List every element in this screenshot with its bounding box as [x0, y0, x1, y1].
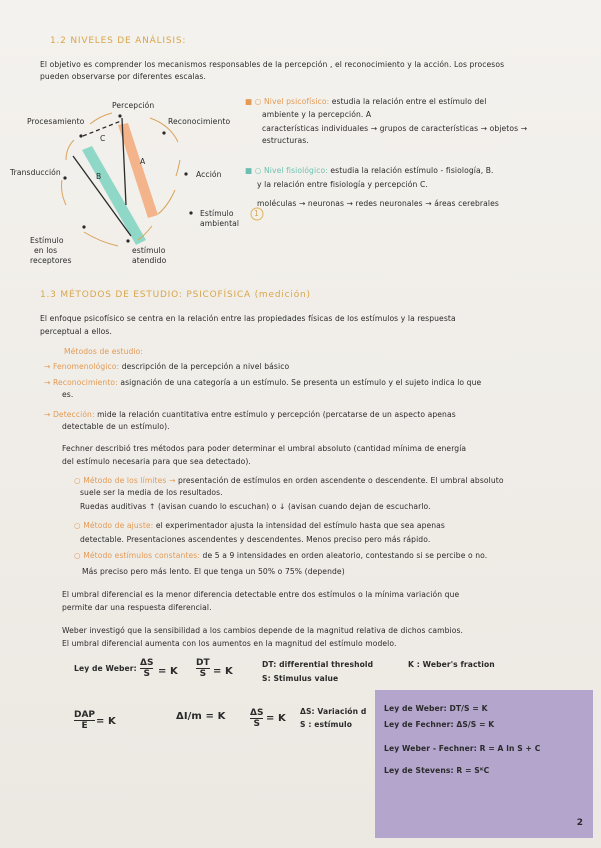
- node-estimulo-atendido-2: atendido: [132, 256, 167, 265]
- section-heading-1-2: 1.2 NIVELES DE ANÁLISIS:: [50, 36, 187, 46]
- formula-di-m: ΔI/m = K: [176, 711, 226, 722]
- p1-line-2: perceptual a ellos.: [40, 327, 112, 336]
- fisiologico-line-3: moléculas → neuronas → redes neuronales → áreas cerebrales: [257, 199, 499, 208]
- node-estimulo-ambiental-2: ambiental: [200, 219, 240, 228]
- formula-eq-k-1: = K: [158, 666, 178, 677]
- summary-fechner: Ley de Fechner: ΔS/S = K: [384, 720, 495, 729]
- limites-line-2: suele ser la media de los resultados.: [80, 488, 223, 497]
- ajuste-item: ○ Método de ajuste: el experimentador ajusta la intensidad del estímulo hasta que sea apenas: [74, 521, 445, 530]
- summary-weber-fechner: Ley Weber - Fechner: R = A ln S + C: [384, 744, 541, 753]
- page-number: 2: [576, 818, 583, 828]
- detec-line-2: detectable de un estímulo).: [62, 422, 170, 431]
- node-estimulo-receptores-2: en los: [34, 246, 58, 255]
- fenom-item: → Fenomenológico: descripción de la percepción a nivel básico: [44, 362, 290, 371]
- constantes-line-2: Más preciso pero más lento. El que tenga un 50% o 75% (depende): [82, 567, 345, 576]
- k-definition: K : Weber's fraction: [408, 660, 495, 669]
- fechner-line-2: del estímulo necesaria para que sea detectado).: [62, 457, 251, 466]
- limites-item: ○ Método de los límites → presentación de estímulos en orden ascendente o descendente. El umbral absoluto: [74, 476, 504, 485]
- node-procesamiento: Procesamiento: [27, 117, 85, 126]
- intro-line-2: pueden observarse por diferentes escalas.: [40, 72, 206, 81]
- node-reconocimiento: Reconocimiento: [168, 117, 231, 126]
- section-heading-1-3: 1.3 MÉTODOS DE ESTUDIO: PSICOFÍSICA (medición): [40, 290, 311, 300]
- metodos-title: Métodos de estudio:: [64, 347, 144, 356]
- formula-eq-k-3: = K: [96, 716, 116, 727]
- node-estimulo-receptores-3: receptores: [30, 256, 72, 265]
- formula-eq-k-2: = K: [213, 666, 233, 677]
- node-estimulo-receptores: Estímulo: [30, 236, 64, 245]
- fechner-line-1: Fechner describió tres métodos para poder determinar el umbral absoluto (cantidad mínima de energía: [62, 444, 467, 453]
- node-transduccion: Transducción: [10, 168, 61, 177]
- bullet-teal: ■ ○: [245, 166, 265, 175]
- diferencial-line-1: El umbral diferencial es la menor diferencia detectable entre dos estímulos o la mínima variación que: [62, 590, 460, 599]
- node-percepcion: Percepción: [112, 101, 155, 110]
- nivel-psicofisico: ■ ○ Nivel psicofísico: estudia la relación entre el estímulo del: [245, 97, 487, 106]
- formula-ds-s-2: $\frac{\Delta S}{S}$: [250, 708, 264, 729]
- limites-line-3: Ruedas auditivas ↑ (avisan cuando lo escuchan) o ↓ (avisan cuando dejan de escucharlo.: [80, 502, 431, 511]
- ds-definition: ΔS: Variación d: [300, 707, 367, 716]
- nivel-fisiologico: ■ ○ Nivel fisiológico: estudia la relación estímulo - fisiología, B.: [245, 166, 494, 175]
- recon-item: → Reconocimiento: asignación de una categoría a un estímulo. Se presenta un estímulo y el sujeto indica lo que: [44, 378, 482, 387]
- formula-dap-e: DAP E: [74, 710, 96, 731]
- circled-number: 1: [254, 209, 259, 218]
- summary-weber: Ley de Weber: DT/S = K: [384, 704, 488, 713]
- detec-item: → Detección: mide la relación cuantitativa entre estímulo y percepción (percatarse de un aspecto apenas: [44, 410, 456, 419]
- node-accion: Acción: [196, 170, 222, 179]
- p1-line-1: El enfoque psicofísico se centra en la relación entre las propiedades físicas de los estímulos y la respuesta: [40, 314, 456, 323]
- weber-line-1: Weber investigó que la sensibilidad a los cambios depende de la magnitud relativa de dichos cambios.: [62, 626, 464, 635]
- formula-dt-s: $\frac{DT}{S}$: [196, 658, 210, 679]
- diferencial-line-2: permite dar una respuesta diferencial.: [62, 603, 212, 612]
- psicofisico-line-4: estructuras.: [262, 136, 309, 145]
- ajuste-line-2: detectable. Presentaciones ascendentes y descendentes. Menos preciso pero más rápido.: [80, 535, 431, 544]
- formula-ds-s: $\frac{\Delta S}{S}$: [140, 658, 154, 679]
- dt-definition: DT: differential threshold: [262, 660, 374, 669]
- ley-weber-label: Ley de Weber:: [74, 664, 137, 673]
- label-a: A: [140, 157, 146, 166]
- s2-definition: S : estímulo: [300, 720, 353, 729]
- recon-line-2: es.: [62, 390, 74, 399]
- label-c: C: [100, 134, 106, 143]
- formula-eq-k-4: = K: [266, 713, 286, 724]
- fisiologico-line-2: y la relación entre fisiología y percepción C.: [257, 180, 428, 189]
- node-estimulo-atendido: estímulo: [132, 246, 166, 255]
- node-estimulo-ambiental: Estímulo: [200, 209, 234, 218]
- intro-line-1: El objetivo es comprender los mecanismos responsables de la percepción , el reconocimiento y la acción. Los procesos: [40, 60, 505, 69]
- weber-line-2: El umbral diferencial aumenta con los aumentos en la magnitud del estímulo modelo.: [62, 639, 397, 648]
- summary-stevens: Ley de Stevens: R = SᴷC: [384, 766, 490, 775]
- s-definition: S: Stimulus value: [262, 674, 339, 683]
- constantes-item: ○ Método estímulos constantes: de 5 a 9 intensidades en orden aleatorio, contestando si se percibe o no.: [74, 551, 488, 560]
- bullet-orange: ■ ○: [245, 97, 265, 106]
- psicofisico-line-2: ambiente y la percepción. A: [262, 110, 372, 119]
- label-b: B: [96, 172, 102, 181]
- psicofisico-line-3: características individuales → grupos de características → objetos →: [262, 124, 528, 133]
